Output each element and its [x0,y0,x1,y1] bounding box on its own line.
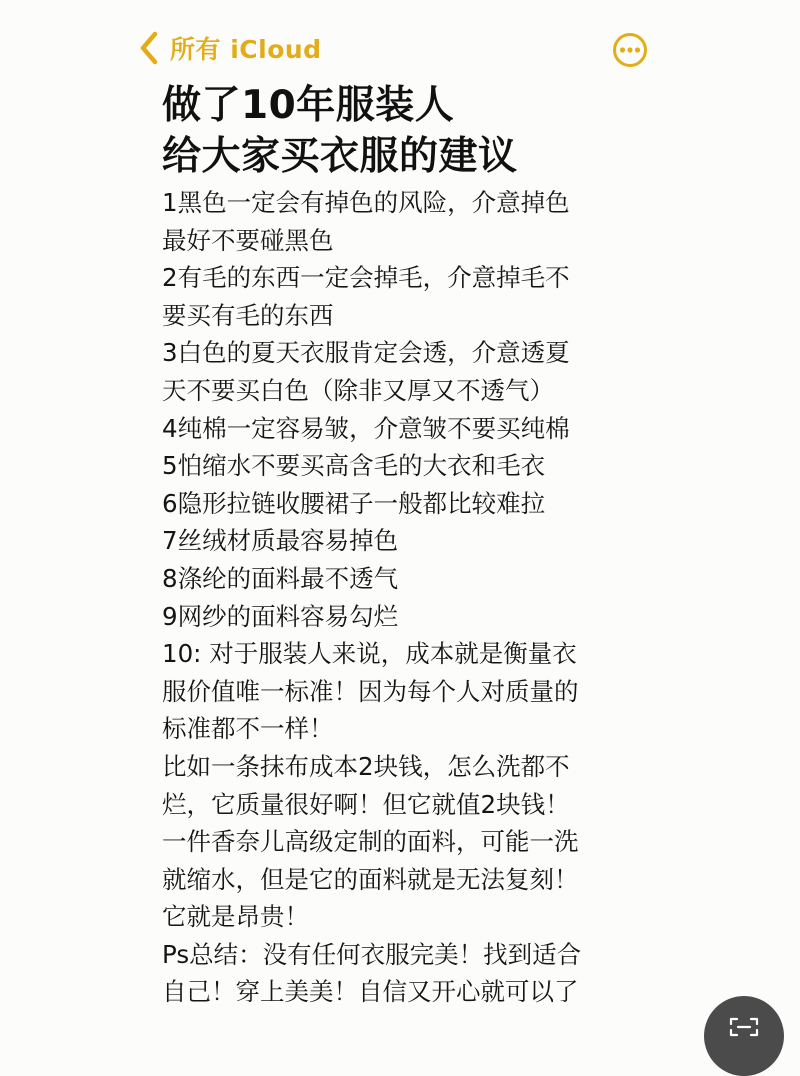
note-body-line: 一件香奈儿高级定制的面料，可能一洗 [162,827,579,857]
scan-button[interactable] [704,996,784,1076]
navigation-bar [0,26,800,74]
note-body-line: 2有毛的东西一定会掉毛，介意掉毛不 [162,263,570,293]
note-body-line: 5怕缩水不要买高含毛的大衣和毛衣 [162,451,546,481]
back-button-label: 所有 iCloud [170,35,322,64]
back-button[interactable] [136,30,322,66]
note-title-line: 给大家买衣服的建议 [162,134,518,179]
note-body-line: 它就是昂贵！ [162,902,309,932]
note-body-line: 3白色的夏天衣服肯定会透，介意透夏 [162,338,570,368]
note-body-line: 标准都不一样！ [162,714,334,744]
note-content[interactable] [162,80,792,1011]
note-body-line: 天不要买白色（除非又厚又不透气） [162,375,554,405]
scan-icon [729,1016,759,1038]
chevron-left-icon [136,30,164,66]
note-body [162,184,792,1011]
note-body-line: 6隐形拉链收腰裙子一般都比较难拉 [162,488,546,518]
note-body-line: 4纯棉一定容易皱，介意皱不要买纯棉 [162,413,570,443]
note-body-line: 最好不要碰黑色 [162,225,334,255]
note-body-line: 10: 对于服装人来说，成本就是衡量衣 [162,639,577,669]
note-body-line: 烂，它质量很好啊！但它就值2块钱！ [162,789,570,819]
note-body-line: 7丝绒材质最容易掉色 [162,526,399,556]
note-title [162,80,792,182]
note-body-line: Ps总结：没有任何衣服完美！找到适合 [162,939,582,969]
note-body-line: 1黑色一定会有掉色的风险，介意掉色 [162,188,570,217]
more-options-icon[interactable] [612,32,648,68]
note-title-line: 做了10年服装人 [162,83,455,128]
note-body-line: 8涤纶的面料最不透气 [162,563,399,593]
note-body-line: 要买有毛的东西 [162,300,334,330]
note-body-line: 自己！穿上美美！自信又开心就可以了 [162,977,579,1007]
note-body-line: 服价值唯一标准！因为每个人对质量的 [162,676,579,706]
note-body-line: 就缩水，但是它的面料就是无法复刻！ [162,864,579,894]
note-body-line: 比如一条抹布成本2块钱，怎么洗都不 [162,751,570,781]
note-body-line: 9网纱的面料容易勾烂 [162,601,399,631]
